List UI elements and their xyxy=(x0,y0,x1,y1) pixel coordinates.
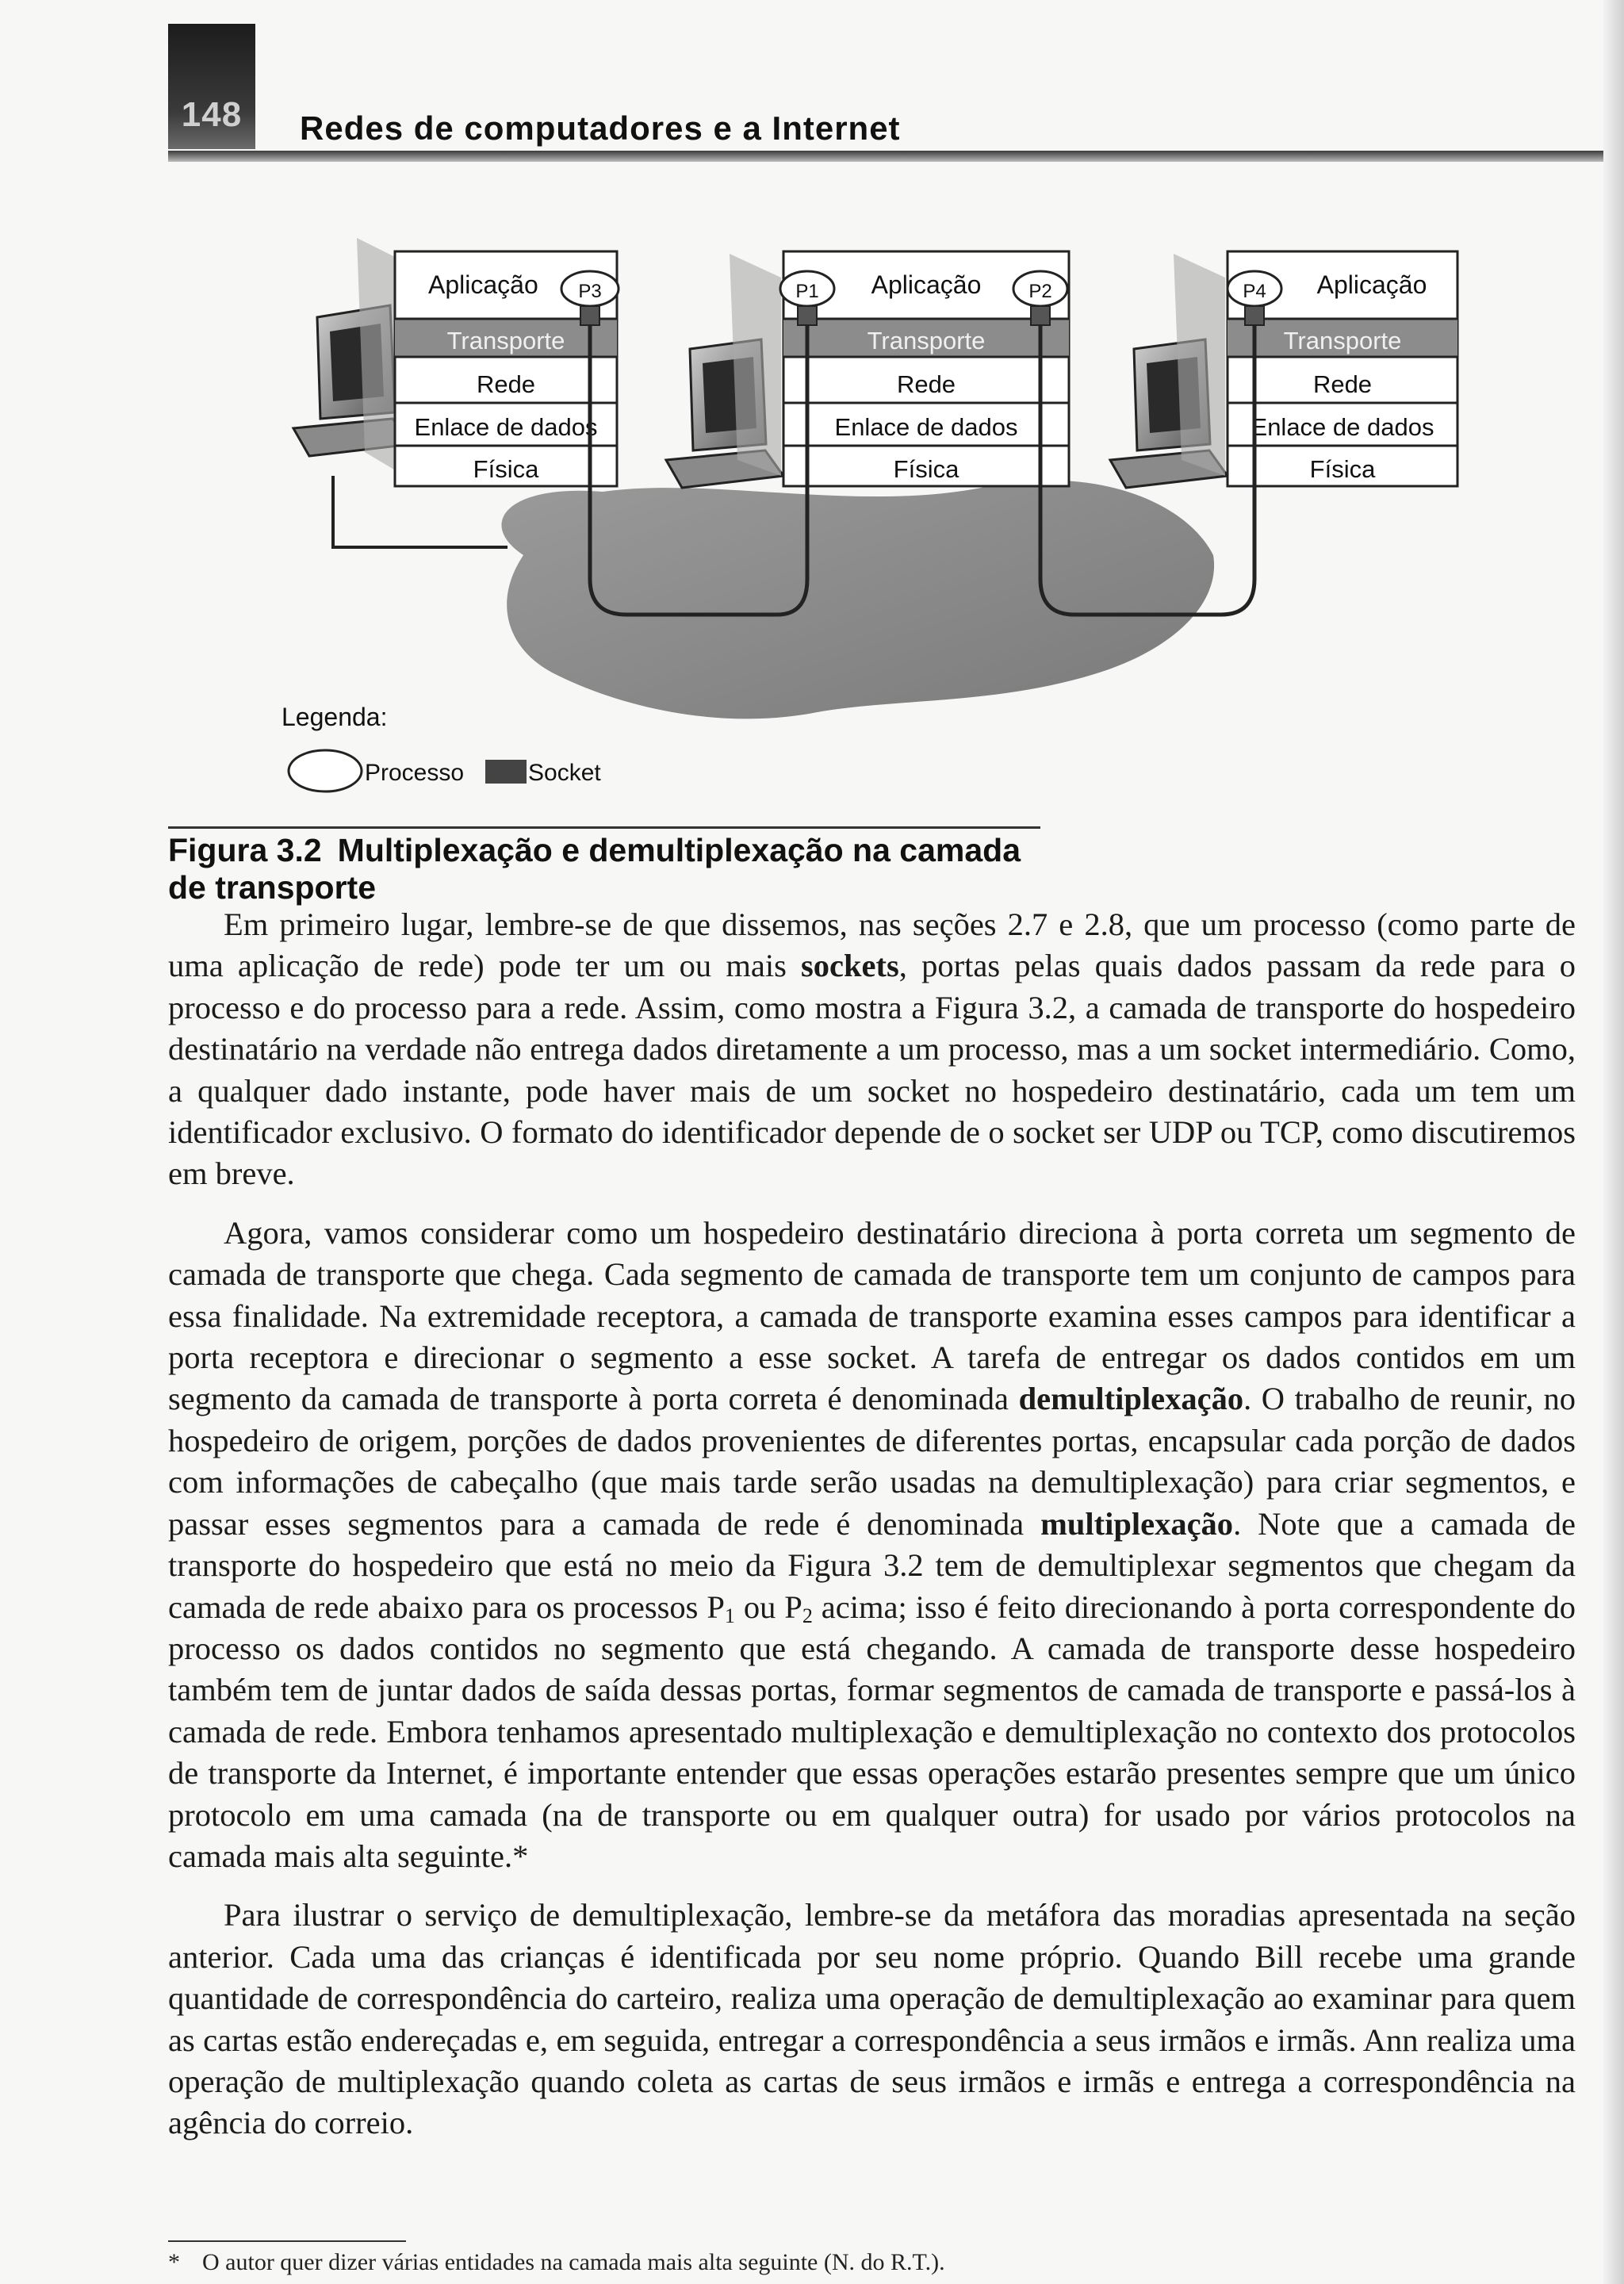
host-2-layer-aplicacao: Aplicação xyxy=(871,270,982,299)
figure-3-2 xyxy=(0,0,1624,906)
figure-caption-label: Figura 3.2 xyxy=(168,832,322,868)
process-p3-label: P3 xyxy=(578,281,602,302)
subscript-2: 2 xyxy=(802,1604,813,1627)
host-3-stack xyxy=(1228,251,1457,486)
legend-socket-symbol xyxy=(485,760,527,784)
paragraph-1-text-a: Em primeiro lugar, lembre-se de que dissemos, nas seções 2.7 e 2.8, que um processo (como parte de uma aplicação de rede) pode ter um ou mais xyxy=(168,906,1576,984)
host-1-stack xyxy=(395,251,619,486)
host-3-layer-transporte: Transporte xyxy=(1283,327,1402,354)
host-1-layer-aplicacao: Aplicação xyxy=(428,270,538,299)
process-p4-label: P4 xyxy=(1243,281,1266,302)
figure-caption xyxy=(168,826,1040,906)
paragraph-2-text-a: Agora, vamos considerar como um hospedeiro destinatário direciona à porta correta um segmento de camada de transporte que chega. Cada segmento de camada de transporte tem um conjunto de campos para essa finalidade. Na extremidade receptora, a camada de transporte examina esses campos para identificar a porta receptora e direcionar o segmento a esse socket. A tarefa de entregar os dados contidos em um segmento da camada de transporte à porta correta é denominada xyxy=(168,1214,1576,1417)
term-sockets: sockets xyxy=(801,948,899,984)
paragraph-3: Para ilustrar o serviço de demultiplexação, lembre-se da metáfora das moradias apresentada na seção anterior. Cada uma das crianças é identificada por seu nome próprio. Quando Bill recebe uma grande quantidade de correspondência do carteiro, realiza uma operação de demultiplexação ao examinar para quem as cartas estão endereçadas e, em seguida, entregar a correspondência a seus irmãos e irmãs. Ann realiza uma operação de multiplexação quando coleta as cartas de seus irmãos e irmãs e entrega a correspondência na agência do correio. xyxy=(168,1897,1576,2141)
socket-p2 xyxy=(1031,306,1050,325)
process-p1-label: P1 xyxy=(795,281,819,302)
paragraph-1 xyxy=(168,904,1576,1195)
host-3-layer-aplicacao: Aplicação xyxy=(1316,270,1427,299)
term-demultiplexacao: demultiplexação xyxy=(1018,1381,1244,1417)
paragraph-1-text-c: , portas pelas quais dados passam da rede para o processo e do processo para a rede. Assim, como mostra a Figura 3.2, a camada de transporte do hospedeiro destinatário na verdade não entrega dados diretamente a um processo, mas a um socket intermediário. Como, a qualquer dado instante, pode haver mais de um socket no hospedeiro destinatário, cada um tem um identificador exclusivo. O formato do identificador depende de o socket ser UDP ou TCP, como discutiremos em breve. xyxy=(168,948,1576,1192)
host-1-layer-fisica: Física xyxy=(473,455,539,483)
host-1-layer-enlace: Enlace de dados xyxy=(414,413,598,441)
legend-title: Legenda: xyxy=(282,703,388,731)
paragraph-2-text-g: acima; isso é feito direcionando à porta correspondente do processo os dados contidos no segmento que está chegando. A camada de transporte desse hospedeiro também tem de juntar dados de saída dessas portas, formar segmentos de camada de transporte e passá-los à camada de rede. Embora tenhamos apresentado multiplexação e demultiplexação no contexto dos protocolos de transporte da Internet, é importante entender que essas operações estarão presentes sempre que um único protocolo em uma camada (na de transporte ou em qualquer outra) for usado por vários protocolos na camada mais alta seguinte.* xyxy=(168,1588,1576,1874)
figure-diagram xyxy=(0,0,1624,880)
host-2-layer-rede: Rede xyxy=(896,370,956,398)
host-2-stack xyxy=(780,251,1069,486)
footnote xyxy=(168,2249,1516,2276)
footnote-mark: * xyxy=(168,2249,180,2275)
host-3-computer xyxy=(1110,254,1228,488)
network-cloud xyxy=(501,481,1214,719)
term-multiplexacao: multiplexação xyxy=(1040,1505,1234,1542)
host-3-layer-rede: Rede xyxy=(1312,370,1373,398)
legend-process-symbol xyxy=(289,750,362,791)
paragraph-2-text-e: . Note que a camada de transporte do hospedeiro que está no meio da Figura 3.2 tem de demultiplexar segmentos que chegam da camada de rede abaixo para os processos P xyxy=(168,1505,1576,1625)
process-p2-label: P2 xyxy=(1028,281,1052,302)
subscript-1: 1 xyxy=(724,1604,735,1627)
host-2-layer-enlace: Enlace de dados xyxy=(834,413,1018,441)
footnote-rule xyxy=(168,2240,406,2242)
legend xyxy=(282,703,601,791)
paragraph-2-text-c: . O trabalho de reunir, no hospedeiro de origem, porções de dados provenientes de diferentes portas, encapsular cada porção de dados com informações de cabeçalho (que mais tarde serão usadas na demultiplexação) para criar segmentos, e passar esses segmentos para a camada de rede é denominada xyxy=(168,1381,1576,1542)
figure-caption-text: Multiplexação e demultiplexação na camada de transporte xyxy=(168,832,1021,906)
legend-socket-label: Socket xyxy=(528,760,601,786)
socket-p4 xyxy=(1245,306,1264,325)
socket-p3 xyxy=(580,306,599,325)
host-3-layer-enlace: Enlace de dados xyxy=(1251,413,1434,441)
host-1-layer-rede: Rede xyxy=(476,370,536,398)
footnote-text: O autor quer dizer várias entidades na camada mais alta seguinte (N. do R.T.). xyxy=(202,2249,945,2275)
socket-p1 xyxy=(798,306,817,325)
page-number: 148 xyxy=(181,95,243,134)
host-2-computer xyxy=(666,254,783,488)
running-title: Redes de computadores e a Internet xyxy=(300,109,901,147)
host-3-layer-fisica: Física xyxy=(1309,455,1376,483)
body-text xyxy=(168,904,1576,2144)
paragraph-2 xyxy=(168,1213,1576,1878)
legend-process-label: Processo xyxy=(365,760,465,786)
host-2-layer-fisica: Física xyxy=(893,455,959,483)
page-edge-shadow xyxy=(1603,0,1624,2284)
host-1-layer-transporte: Transporte xyxy=(446,327,565,354)
host-2-layer-transporte: Transporte xyxy=(867,327,986,354)
paragraph-2-text-f: ou P xyxy=(734,1588,802,1625)
